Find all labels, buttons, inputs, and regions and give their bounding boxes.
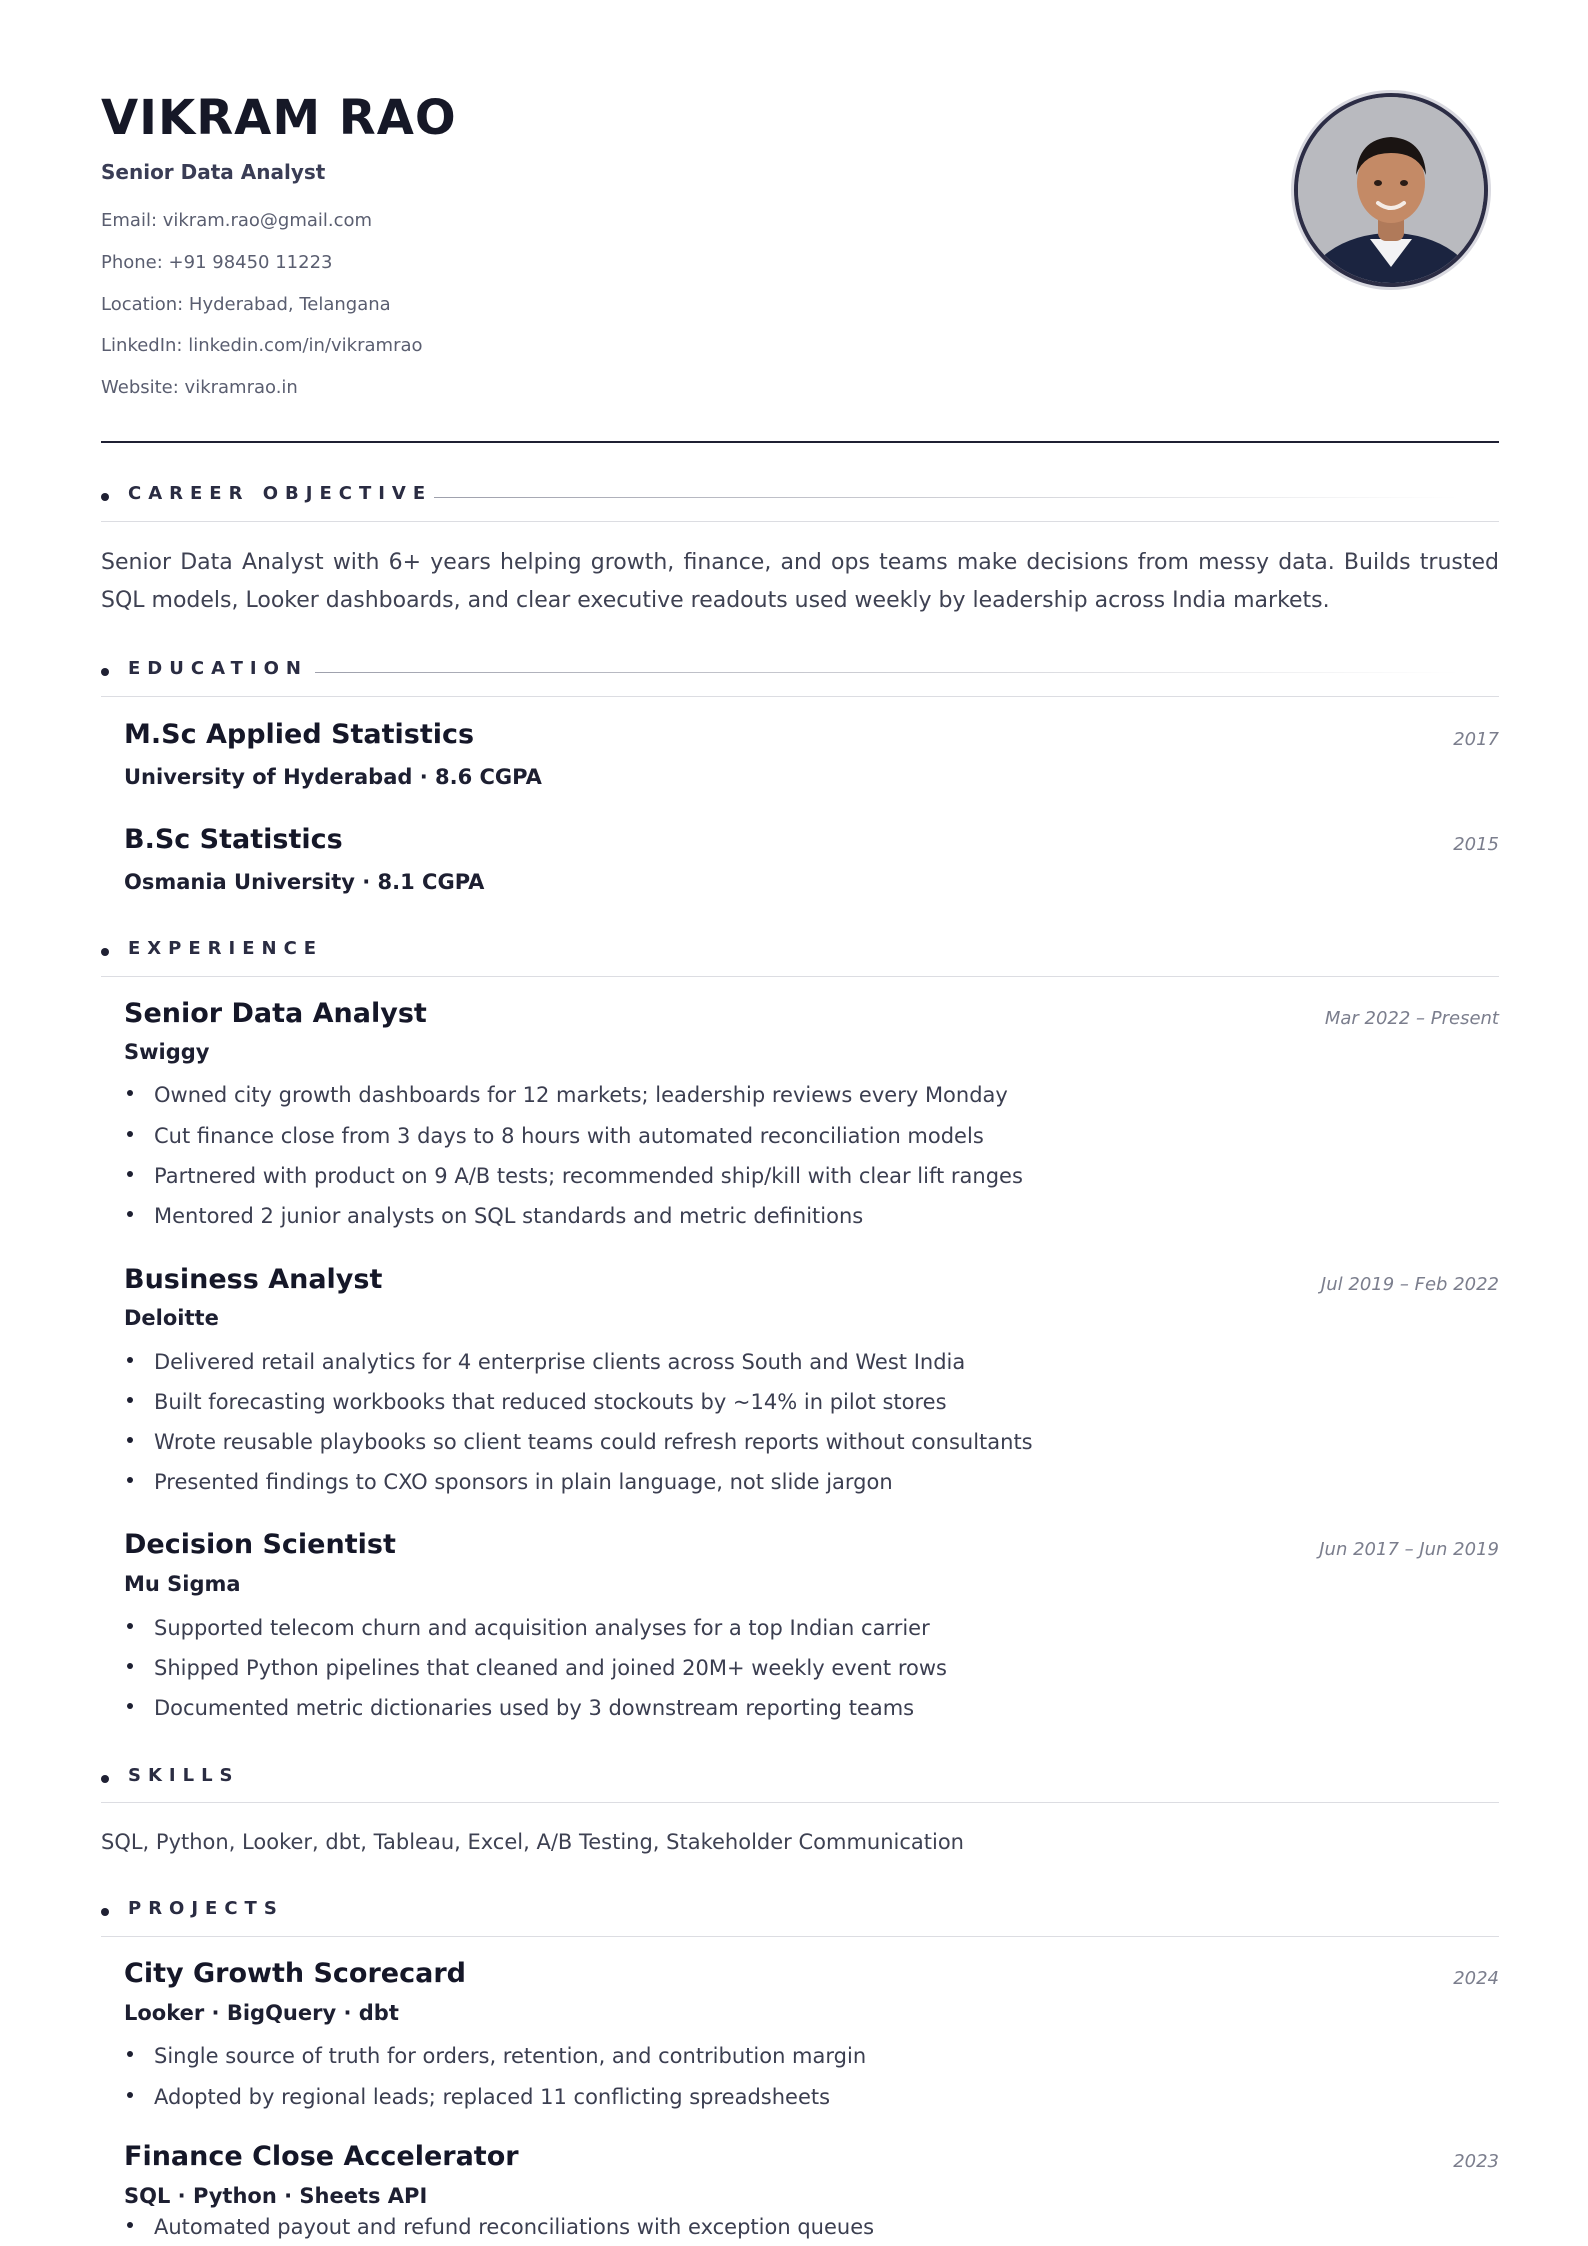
contact-website: Website: vikramrao.in <box>101 377 298 398</box>
project-bullet: Single source of truth for orders, retention, and contribution margin <box>154 2044 867 2068</box>
job-bullet: Cut finance close from 3 days to 8 hours with automated reconciliation models <box>154 1124 984 1148</box>
candidate-name: VIKRAM RAO <box>101 90 457 146</box>
job-bullet: Presented findings to CXO sponsors in plain language, not slide jargon <box>154 1470 893 1494</box>
section-header-objective <box>101 481 1499 511</box>
section-header-skills <box>101 1763 1499 1793</box>
section-bullet-icon <box>101 1908 109 1916</box>
section-line <box>434 497 1459 498</box>
job-dates: Jul 2019 – Feb 2022 <box>1320 1274 1499 1295</box>
project-bullet: Automated payout and refund reconciliations with exception queues <box>154 2215 875 2239</box>
job-dates: Mar 2022 – Present <box>1324 1008 1499 1029</box>
section-header-experience <box>101 936 1499 966</box>
profile-photo <box>1298 97 1484 283</box>
candidate-role: Senior Data Analyst <box>101 160 326 184</box>
project-year: 2024 <box>1453 1968 1499 1989</box>
section-header-projects <box>101 1896 1499 1926</box>
job-bullet: Built forecasting workbooks that reduced stockouts by ~14% in pilot stores <box>154 1390 947 1414</box>
section-divider <box>101 1802 1499 1803</box>
job-company: Swiggy <box>124 1040 210 1064</box>
section-divider <box>101 1936 1499 1937</box>
job-title: Decision Scientist <box>124 1529 396 1560</box>
section-title: PROJECTS <box>128 1898 284 1919</box>
education-year: 2017 <box>1453 729 1499 750</box>
job-bullet: Supported telecom churn and acquisition analyses for a top Indian carrier <box>154 1616 930 1640</box>
section-line <box>315 672 1459 673</box>
education-year: 2015 <box>1453 834 1499 855</box>
education-detail: University of Hyderabad · 8.6 CGPA <box>124 765 542 789</box>
section-bullet-icon <box>101 1775 109 1783</box>
career-objective-text: Senior Data Analyst with 6+ years helping growth, finance, and ops teams make decisions from messy data. Builds trusted SQL models, Looker dashboards, and clear executive readouts used weekly by leadership across India markets. <box>101 550 1499 613</box>
project-year: 2023 <box>1453 2151 1499 2172</box>
section-header-education <box>101 656 1499 686</box>
education-degree: M.Sc Applied Statistics <box>124 719 475 750</box>
section-divider <box>101 976 1499 977</box>
project-title: City Growth Scorecard <box>124 1958 466 1989</box>
skills-list: SQL, Python, Looker, dbt, Tableau, Excel, A/B Testing, Stakeholder Communication <box>101 1830 964 1854</box>
section-title: EDUCATION <box>128 658 308 679</box>
section-bullet-icon <box>101 493 109 501</box>
section-bullet-icon <box>101 668 109 676</box>
section-title: EXPERIENCE <box>128 938 324 959</box>
job-title: Senior Data Analyst <box>124 998 427 1029</box>
job-bullet: Delivered retail analytics for 4 enterprise clients across South and West India <box>154 1350 966 1374</box>
contact-linkedin: LinkedIn: linkedin.com/in/vikramrao <box>101 335 423 356</box>
project-title: Finance Close Accelerator <box>124 2141 519 2172</box>
job-dates: Jun 2017 – Jun 2019 <box>1319 1539 1499 1560</box>
job-company: Deloitte <box>124 1306 219 1330</box>
section-divider <box>101 521 1499 522</box>
job-bullet: Wrote reusable playbooks so client teams could refresh reports without consultants <box>154 1430 1033 1454</box>
project-stack: SQL · Python · Sheets API <box>124 2184 428 2208</box>
contact-email: Email: vikram.rao@gmail.com <box>101 210 373 231</box>
project-bullet: Adopted by regional leads; replaced 11 conflicting spreadsheets <box>154 2085 831 2109</box>
contact-phone: Phone: +91 98450 11223 <box>101 252 333 273</box>
job-bullet: Owned city growth dashboards for 12 markets; leadership reviews every Monday <box>154 1083 1008 1107</box>
contact-location: Location: Hyderabad, Telangana <box>101 294 391 315</box>
education-degree: B.Sc Statistics <box>124 824 343 855</box>
avatar-portrait-icon <box>1298 97 1484 283</box>
section-bullet-icon <box>101 948 109 956</box>
project-stack: Looker · BigQuery · dbt <box>124 2001 399 2025</box>
job-bullet: Mentored 2 junior analysts on SQL standards and metric definitions <box>154 1204 864 1228</box>
job-title: Business Analyst <box>124 1264 383 1295</box>
job-bullet: Documented metric dictionaries used by 3 downstream reporting teams <box>154 1696 915 1720</box>
job-company: Mu Sigma <box>124 1572 241 1596</box>
header-divider <box>101 441 1499 443</box>
education-detail: Osmania University · 8.1 CGPA <box>124 870 485 894</box>
job-bullet: Shipped Python pipelines that cleaned and joined 20M+ weekly event rows <box>154 1656 947 1680</box>
section-title: CAREER OBJECTIVE <box>128 483 433 504</box>
section-divider <box>101 696 1499 697</box>
job-bullet: Partnered with product on 9 A/B tests; recommended ship/kill with clear lift ranges <box>154 1164 1023 1188</box>
section-title: SKILLS <box>128 1765 240 1786</box>
